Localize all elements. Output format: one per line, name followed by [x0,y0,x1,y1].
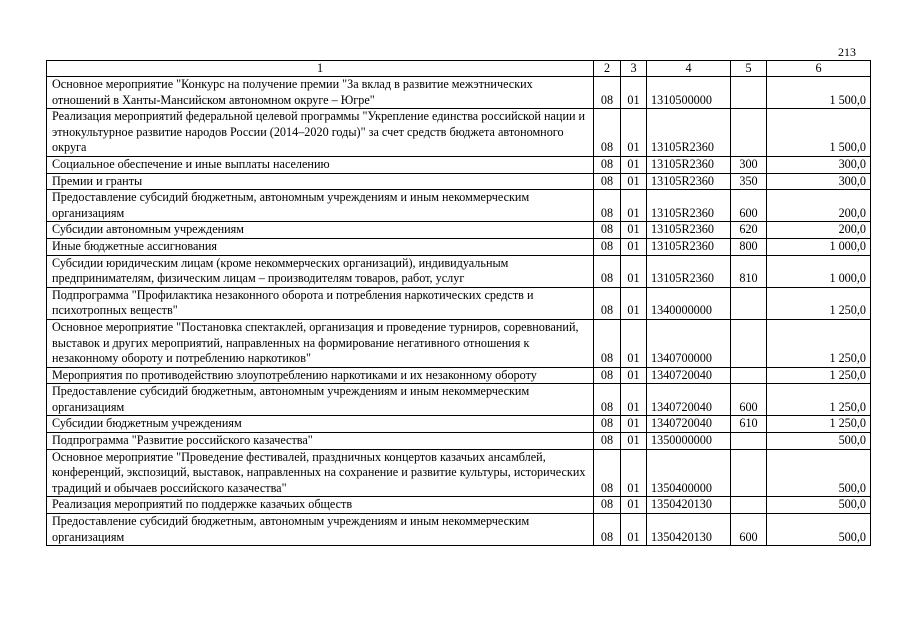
row-name-cell: Подпрограмма "Профилактика незаконного оборота и потребления наркотических средств и психотропных веществ" [47,287,594,319]
row-section-cell: 08 [594,416,621,433]
row-expense-type-cell: 300 [731,156,767,173]
table-row [47,287,871,319]
row-subsection-cell: 01 [621,367,647,384]
row-subsection-cell: 01 [621,156,647,173]
row-amount-cell: 1 500,0 [767,109,871,157]
row-name-cell: Предоставление субсидий бюджетным, автономным учреждениям и иным некоммерческим организациям [47,514,594,546]
row-expense-type-cell: 600 [731,514,767,546]
row-name-cell: Мероприятия по противодействию злоупотреблению наркотиками и их незаконному обороту [47,367,594,384]
row-amount-cell: 200,0 [767,222,871,239]
row-name-cell: Субсидии бюджетным учреждениям [47,416,594,433]
row-target-code-cell: 1340720040 [647,416,731,433]
row-section-cell: 08 [594,319,621,367]
row-name-cell: Премии и гранты [47,173,594,190]
row-amount-cell: 1 000,0 [767,255,871,287]
row-subsection-cell: 01 [621,514,647,546]
row-subsection-cell: 01 [621,384,647,416]
table-body [47,77,871,546]
row-name-cell: Основное мероприятие "Проведение фестивалей, праздничных концертов казачьих ансамблей, конференций, экспозиций, выставок, направленных на сохранение и развитие культуры, исторических традиций и обычаев российского казачества" [47,449,594,497]
row-expense-type-cell: 620 [731,222,767,239]
table-row [47,190,871,222]
row-target-code-cell: 13105R2360 [647,222,731,239]
row-expense-type-cell [731,287,767,319]
row-subsection-cell: 01 [621,77,647,109]
row-target-code-cell: 1340700000 [647,319,731,367]
row-name-cell: Реализация мероприятий по поддержке казачьих обществ [47,497,594,514]
row-subsection-cell: 01 [621,497,647,514]
row-target-code-cell: 1340720040 [647,384,731,416]
row-amount-cell: 1 250,0 [767,384,871,416]
row-subsection-cell: 01 [621,449,647,497]
row-subsection-cell: 01 [621,173,647,190]
column-header: 3 [621,61,647,77]
row-expense-type-cell: 350 [731,173,767,190]
row-section-cell: 08 [594,287,621,319]
row-expense-type-cell: 610 [731,416,767,433]
row-amount-cell: 1 500,0 [767,77,871,109]
column-header: 5 [731,61,767,77]
row-expense-type-cell [731,449,767,497]
row-target-code-cell: 1350000000 [647,433,731,450]
row-subsection-cell: 01 [621,109,647,157]
row-target-code-cell: 13105R2360 [647,255,731,287]
table-row [47,449,871,497]
table-row [47,156,871,173]
table-row [47,173,871,190]
row-expense-type-cell: 810 [731,255,767,287]
row-target-code-cell: 1340720040 [647,367,731,384]
row-name-cell: Субсидии автономным учреждениям [47,222,594,239]
row-section-cell: 08 [594,433,621,450]
row-name-cell: Предоставление субсидий бюджетным, автономным учреждениям и иным некоммерческим организациям [47,384,594,416]
row-amount-cell: 500,0 [767,449,871,497]
row-section-cell: 08 [594,367,621,384]
table-row [47,222,871,239]
row-subsection-cell: 01 [621,319,647,367]
table-row [47,367,871,384]
row-name-cell: Подпрограмма "Развитие российского казачества" [47,433,594,450]
row-subsection-cell: 01 [621,190,647,222]
budget-table [46,60,871,546]
column-header: 1 [47,61,594,77]
table-row [47,109,871,157]
table-row [47,319,871,367]
table-row [47,433,871,450]
row-section-cell: 08 [594,497,621,514]
row-amount-cell: 1 000,0 [767,238,871,255]
row-expense-type-cell [731,367,767,384]
row-section-cell: 08 [594,190,621,222]
row-expense-type-cell [731,497,767,514]
table-row [47,255,871,287]
row-expense-type-cell [731,109,767,157]
row-amount-cell: 1 250,0 [767,416,871,433]
row-target-code-cell: 1340000000 [647,287,731,319]
table-header-row [47,61,871,77]
table-row [47,77,871,109]
row-subsection-cell: 01 [621,287,647,319]
row-subsection-cell: 01 [621,433,647,450]
row-expense-type-cell [731,77,767,109]
row-section-cell: 08 [594,173,621,190]
row-target-code-cell: 13105R2360 [647,109,731,157]
row-section-cell: 08 [594,255,621,287]
row-amount-cell: 1 250,0 [767,287,871,319]
page-number: 213 [838,45,856,59]
row-amount-cell: 500,0 [767,497,871,514]
row-subsection-cell: 01 [621,222,647,239]
table-row [47,416,871,433]
row-name-cell: Основное мероприятие "Конкурс на получение премии "За вклад в развитие межэтнических отношений в Ханты-Мансийском автономном округе – Югре" [47,77,594,109]
row-target-code-cell: 1350420130 [647,514,731,546]
row-amount-cell: 500,0 [767,514,871,546]
row-section-cell: 08 [594,449,621,497]
column-header: 2 [594,61,621,77]
row-section-cell: 08 [594,77,621,109]
table-row [47,497,871,514]
row-expense-type-cell: 600 [731,190,767,222]
row-name-cell: Реализация мероприятий федеральной целевой программы "Укрепление единства российской нации и этнокультурное развитие народов России (2014–2020 годы)" за счет средств бюджета автономного округа [47,109,594,157]
table-row [47,384,871,416]
row-amount-cell: 1 250,0 [767,367,871,384]
row-target-code-cell: 13105R2360 [647,173,731,190]
row-section-cell: 08 [594,109,621,157]
row-amount-cell: 300,0 [767,156,871,173]
row-section-cell: 08 [594,514,621,546]
row-amount-cell: 1 250,0 [767,319,871,367]
row-name-cell: Основное мероприятие "Постановка спектаклей, организация и проведение турниров, соревнований, выставок и других мероприятий, направленных на формирование негативного отношения к незаконному обороту и потреблению наркотиков" [47,319,594,367]
row-subsection-cell: 01 [621,255,647,287]
table-row [47,514,871,546]
row-name-cell: Субсидии юридическим лицам (кроме некоммерческих организаций), индивидуальным предпринимателям, физическим лицам – производителям товаров, работ, услуг [47,255,594,287]
row-expense-type-cell: 600 [731,384,767,416]
row-name-cell: Иные бюджетные ассигнования [47,238,594,255]
row-section-cell: 08 [594,384,621,416]
row-expense-type-cell [731,433,767,450]
row-target-code-cell: 13105R2360 [647,156,731,173]
row-section-cell: 08 [594,238,621,255]
row-subsection-cell: 01 [621,238,647,255]
row-name-cell: Предоставление субсидий бюджетным, автономным учреждениям и иным некоммерческим организациям [47,190,594,222]
row-amount-cell: 200,0 [767,190,871,222]
row-expense-type-cell [731,319,767,367]
row-target-code-cell: 13105R2360 [647,190,731,222]
row-name-cell: Социальное обеспечение и иные выплаты населению [47,156,594,173]
row-amount-cell: 300,0 [767,173,871,190]
row-section-cell: 08 [594,156,621,173]
row-target-code-cell: 1350400000 [647,449,731,497]
table-row [47,238,871,255]
row-expense-type-cell: 800 [731,238,767,255]
row-target-code-cell: 13105R2360 [647,238,731,255]
row-subsection-cell: 01 [621,416,647,433]
row-target-code-cell: 1350420130 [647,497,731,514]
column-header: 6 [767,61,871,77]
row-amount-cell: 500,0 [767,433,871,450]
row-target-code-cell: 1310500000 [647,77,731,109]
column-header: 4 [647,61,731,77]
row-section-cell: 08 [594,222,621,239]
